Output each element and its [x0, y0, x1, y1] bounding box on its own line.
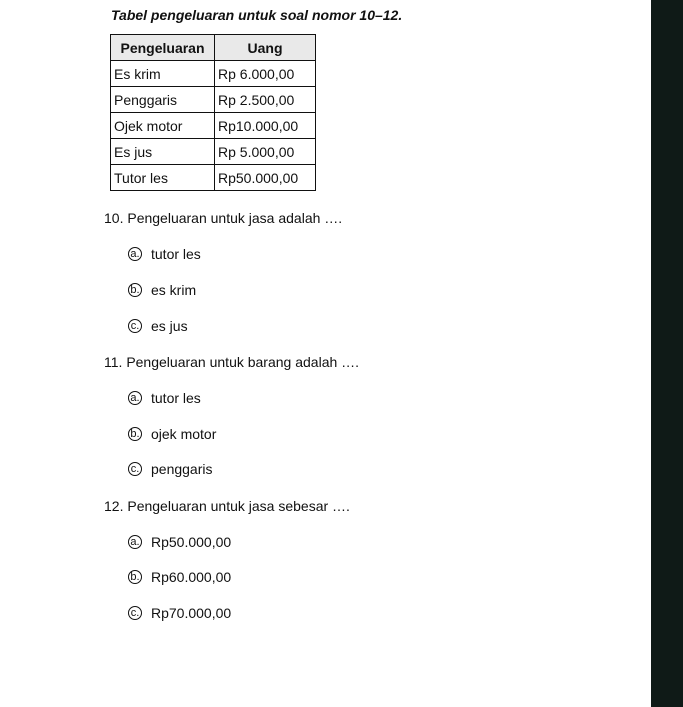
- option-text: es jus: [151, 318, 188, 334]
- question-10: 10. Pengeluaran untuk jasa adalah ….: [104, 210, 343, 226]
- amount-cell: Rp 5.000,00: [215, 139, 316, 165]
- item-cell: Es jus: [111, 139, 215, 165]
- option-letter-circle: b.: [128, 283, 142, 297]
- q10-option-b[interactable]: [128, 282, 196, 298]
- option-letter-circle: a.: [128, 247, 142, 261]
- table-row: [111, 87, 316, 113]
- q11-option-b[interactable]: [128, 426, 216, 442]
- amount-cell: Rp 2.500,00: [215, 87, 316, 113]
- q10-option-c[interactable]: [128, 318, 188, 334]
- option-text: tutor les: [151, 246, 201, 262]
- q12-option-a[interactable]: [128, 534, 231, 550]
- amount-cell: Rp10.000,00: [215, 113, 316, 139]
- table-row: [111, 165, 316, 191]
- option-letter-circle: a.: [128, 391, 142, 405]
- option-letter-circle: a.: [128, 535, 142, 549]
- item-cell: Tutor les: [111, 165, 215, 191]
- option-text: tutor les: [151, 390, 201, 406]
- option-text: Rp50.000,00: [151, 534, 232, 550]
- q12-option-c[interactable]: [128, 605, 231, 621]
- question-12: 12. Pengeluaran untuk jasa sebesar ….: [104, 498, 350, 514]
- item-cell: Ojek motor: [111, 113, 215, 139]
- option-text: penggaris: [151, 461, 213, 477]
- option-letter-circle: c.: [128, 606, 142, 620]
- option-letter-circle: b.: [128, 570, 142, 584]
- option-text: ojek motor: [151, 426, 217, 442]
- table-row: [111, 61, 316, 87]
- q10-option-a[interactable]: [128, 246, 201, 262]
- option-letter-circle: c.: [128, 462, 142, 476]
- amount-cell: Rp50.000,00: [215, 165, 316, 191]
- item-cell: Es krim: [111, 61, 215, 87]
- option-text: Rp60.000,00: [151, 569, 232, 585]
- item-cell: Penggaris: [111, 87, 215, 113]
- header-pengeluaran: Pengeluaran: [111, 35, 215, 61]
- option-letter-circle: b.: [128, 427, 142, 441]
- header-uang: Uang: [215, 35, 316, 61]
- q11-option-a[interactable]: [128, 390, 201, 406]
- amount-cell: Rp 6.000,00: [215, 61, 316, 87]
- q12-option-b[interactable]: [128, 569, 231, 585]
- option-text: Rp70.000,00: [151, 605, 232, 621]
- expense-table: [110, 34, 316, 191]
- table-row: [111, 113, 316, 139]
- side-panel: [651, 0, 683, 707]
- q11-option-c[interactable]: [128, 461, 213, 477]
- table-row: [111, 139, 316, 165]
- question-11: 11. Pengeluaran untuk barang adalah ….: [104, 354, 360, 370]
- option-letter-circle: c.: [128, 319, 142, 333]
- page-title: Tabel pengeluaran untuk soal nomor 10–12.: [111, 7, 403, 23]
- table-header-row: [111, 35, 316, 61]
- option-text: es krim: [151, 282, 197, 298]
